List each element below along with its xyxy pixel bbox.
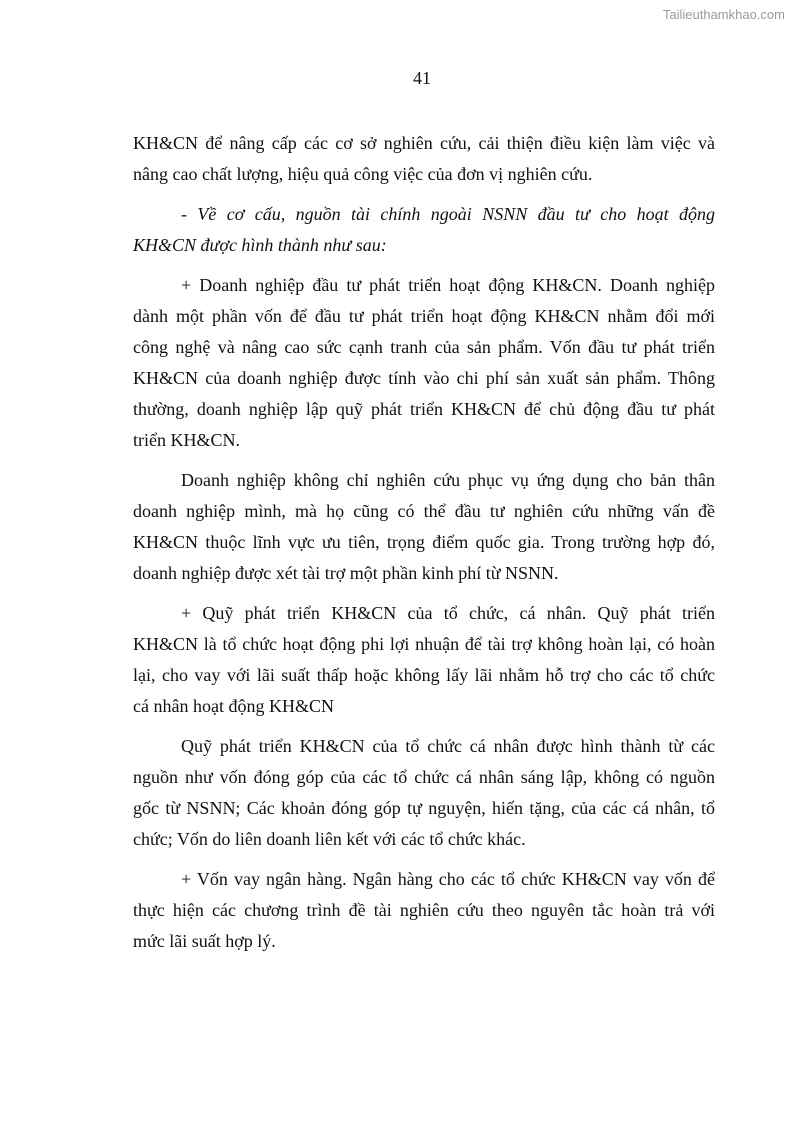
text-line: mức lãi suất hợp lý. (133, 931, 276, 951)
text-line: thường, doanh nghiệp lập quỹ phát triển KH&CN để chủ động đầu tư phát (133, 399, 715, 419)
text-line: KH&CN để nâng cấp các cơ sở nghiên cứu, cải thiện điều kiện làm việc và (133, 133, 715, 153)
paragraph (133, 199, 715, 261)
text-line: thực hiện các chương trình đề tài nghiên cứu theo nguyên tắc hoàn trả với (133, 900, 715, 920)
text-line: gốc từ NSNN; Các khoản đóng góp tự nguyện, hiến tặng, của các cá nhân, tổ (133, 798, 715, 818)
paragraph (133, 270, 715, 456)
text-line: Quỹ phát triển KH&CN của tổ chức cá nhân được hình thành từ các (181, 736, 715, 756)
text-line: cá nhân hoạt động KH&CN (133, 696, 334, 716)
page-number: 41 (413, 68, 431, 88)
text-line: KH&CN thuộc lĩnh vực ưu tiên, trọng điểm quốc gia. Trong trường hợp đó, (133, 532, 715, 552)
text-line: nguồn như vốn đóng góp của các tổ chức cá nhân sáng lập, không có nguồn (133, 767, 715, 787)
text-line: dành một phần vốn để đầu tư phát triển hoạt động KH&CN nhằm đổi mới (133, 306, 715, 326)
text-line: triển KH&CN. (133, 430, 240, 450)
text-line: công nghệ và nâng cao sức cạnh tranh của sản phẩm. Vốn đầu tư phát triển (133, 337, 715, 357)
text-line: nâng cao chất lượng, hiệu quả công việc của đơn vị nghiên cứu. (133, 164, 593, 184)
text-line: KH&CN là tổ chức hoạt động phi lợi nhuận để tài trợ không hoàn lại, có hoàn (133, 634, 715, 654)
text-line: KH&CN được hình thành như sau: (133, 235, 387, 255)
text-line: KH&CN của doanh nghiệp được tính vào chi phí sản xuất sản phẩm. Thông (133, 368, 715, 388)
text-line: + Doanh nghiệp đầu tư phát triển hoạt động KH&CN. Doanh nghiệp (181, 275, 715, 295)
text-line: doanh nghiệp được xét tài trợ một phần kinh phí từ NSNN. (133, 563, 559, 583)
text-line: lại, cho vay với lãi suất thấp hoặc không lấy lãi nhằm hỗ trợ cho các tổ chức (133, 665, 715, 685)
text-line: + Vốn vay ngân hàng. Ngân hàng cho các tổ chức KH&CN vay vốn để (181, 869, 715, 889)
paragraph (133, 731, 715, 855)
text-line: chức; Vốn do liên doanh liên kết với các tổ chức khác. (133, 829, 526, 849)
paragraph (133, 598, 715, 722)
watermark: Tailieuthamkhao.com (662, 7, 785, 22)
document-body (133, 128, 715, 966)
text-line: - Về cơ cấu, nguồn tài chính ngoài NSNN đầu tư cho hoạt động (181, 204, 715, 224)
paragraph (133, 465, 715, 589)
paragraph (133, 128, 715, 190)
paragraph (133, 864, 715, 957)
text-line: Doanh nghiệp không chỉ nghiên cứu phục vụ ứng dụng cho bản thân (181, 470, 715, 490)
text-line: + Quỹ phát triển KH&CN của tổ chức, cá nhân. Quỹ phát triển (181, 603, 715, 623)
text-line: doanh nghiệp mình, mà họ cũng có thể đầu tư nghiên cứu những vấn đề (133, 501, 715, 521)
